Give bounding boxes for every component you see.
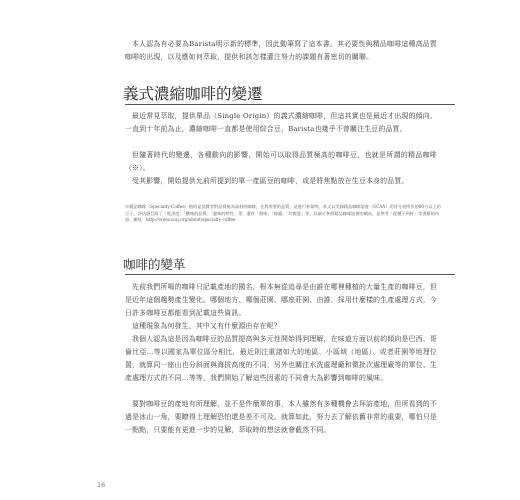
body-paragraph: 我個人認為這是因為咖啡豆的品質提高與多元性開始得到理解，在味道方面以前的傾向是巴西、哥倫比亞…等以國家為單位區分相比，最近則注重諸如大的地區、小區域（地區）、或者莊園等地理位置，就算同一座山也分斜面與海拔高度的不同，另外也關注水洗處理廠和微批次處理廠等的單位、生產處理方式的不同…等等，我們開始了解這些因素的不同會大為影響到咖啡的風味。 — [125, 335, 437, 383]
intro-paragraph: 本人認為有必要為Barista明示新的標準，因此動筆寫了這本書。其必要性與精品咖啡這種高品質咖啡的出現，以及應如何萃取、提供和該怎樣灌注努力的課題有著密切的關聯。 — [125, 40, 437, 62]
section-title-espresso-evolution: 義式濃縮咖啡的變遷 — [123, 85, 263, 103]
page-number: 16 — [97, 481, 106, 489]
section-divider — [125, 104, 455, 105]
body-paragraph: 先前我們所喝的咖啡只記載產地的國名，根本無從追尋是由誰在哪裡種植的大量生產的咖啡豆，但是近年這個趨勢產生變化。哪個地方、哪個莊園、哪座莊園、由誰、採用什麼樣的生產處理方式，今日許多咖啡豆都能看到記載這些資訊。 — [125, 283, 437, 318]
section-title-coffee-revolution: 咖啡的變革 — [123, 257, 186, 272]
section-divider — [125, 274, 455, 275]
body-paragraph: 這種現象為何發生，其中又有什麼源由存在呢？ — [132, 322, 281, 330]
body-paragraph: 但隨著時代的變遷，各種動向的影響，開始可以取得品質極高的咖啡豆，也就是所謂的精品咖啡（※）。 — [125, 151, 437, 173]
footnote: ※精品咖啡（Specialty Coffee）指的是消費者對品質極為高材的咖啡，在我所要的品質，是進行杯測等，本文以美國精品咖啡協會（SCAA）的評分表所作的80分以上的豆子，評估項目除了「乾淨度」「酸味的品質」「風味的特性」等，還有「甜味」「餘韻」「均衡度」等。詳細可參照精品咖啡協會的網站，並參考「從種子到杯」等書籍的內容。網址：http://www.scaj.org/about/specialty-coffee — [125, 204, 441, 223]
body-paragraph: 受其影響，開始提供允前所提到的單一產區豆的咖啡，或是將焦點放在生豆本身的品質。 — [132, 177, 409, 185]
body-paragraph: 要對咖啡豆的產地有所理解，並不是件簡單的事，本人雖然有多種機會去拜訪產地，但所看到的不過是冰山一角，要瞭得上理解恐怕還是差不可及。就算如此，努力去了解依舊非常的重要，哪怕只是一點點，只要能有更進一步的見解，萃取時的想法就會截然不同。 — [125, 400, 437, 435]
body-paragraph: 最近常見萃取，提供單品（Single Origin）的義式濃縮咖啡，但這其實也是最近才出現的傾向。一直到十年前為止，濃縮咖啡一直都是使用綜合豆，Barista也幾乎不曾關注生豆的品質。 — [125, 112, 437, 134]
